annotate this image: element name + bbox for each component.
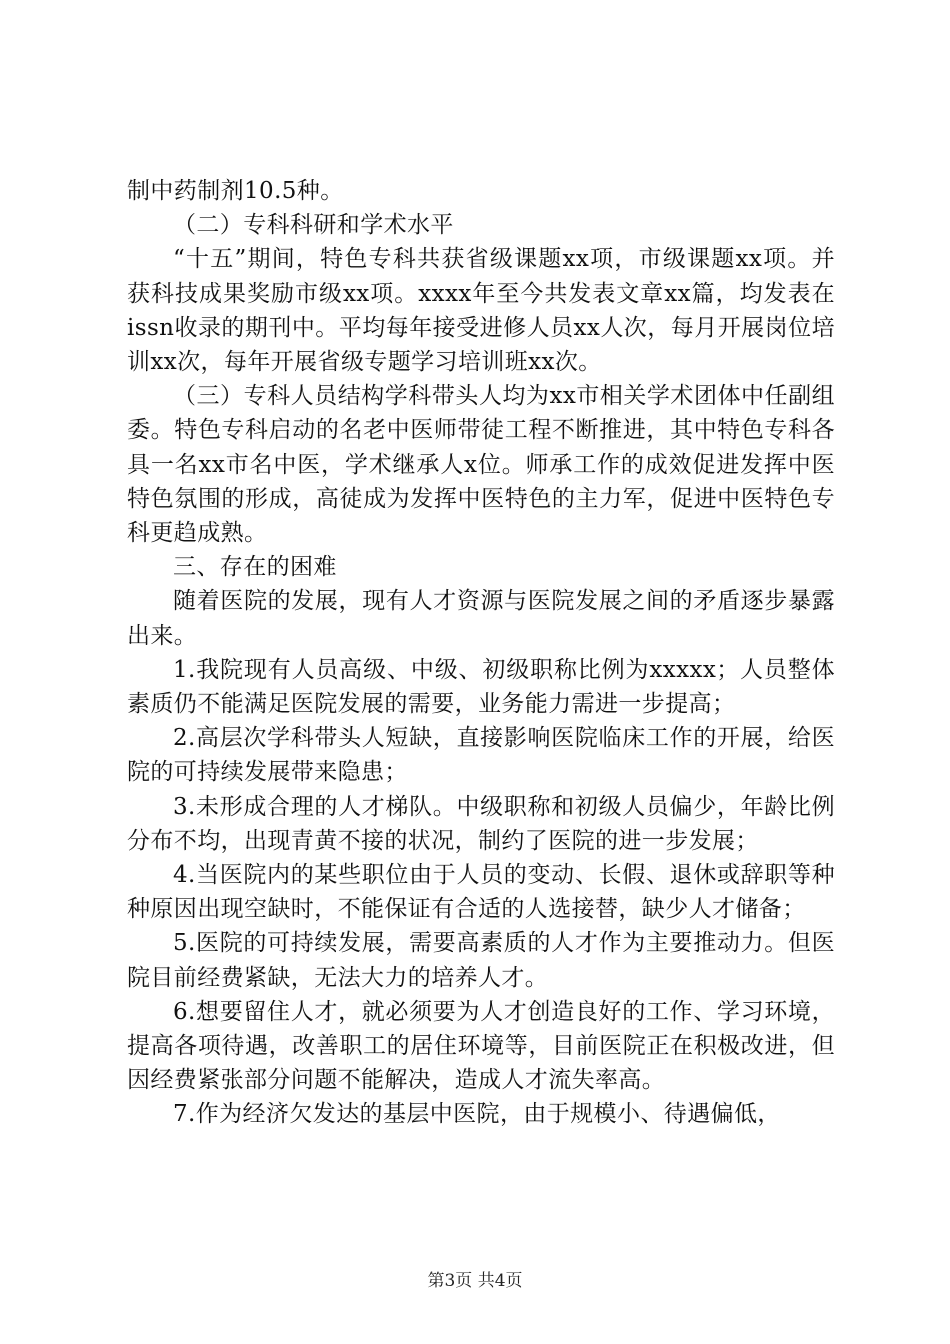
list-item-3: 3.未形成合理的人才梯队。中级职称和初级人员偏少，年龄比例分布不均，出现青黄不接的状况，制约了医院的进一步发展； — [127, 793, 835, 854]
list-item-1: 1.我院现有人员高级、中级、初级职称比例为xxxxx；人员整体素质仍不能满足医院发展的需要，业务能力需进一步提高； — [127, 656, 835, 718]
document-body — [127, 174, 835, 1132]
paragraph-research: “十五”期间，特色专科共获省级课题xx项，市级课题xx项。并获科技成果奖励市级xx项。xxxx年至今共发表文章xx篇，均发表在issn收录的期刊中。平均每年接受进修人员xx人次，每月开展岗位培训xx次，每年开展省级专题学习培训班xx次。 — [127, 246, 835, 376]
page-number-footer: 第3页 共4页 — [427, 1271, 523, 1291]
section-heading-difficulties: 三、存在的困难 — [173, 554, 337, 581]
section-heading-research: （二）专科科研和学术水平 — [173, 212, 454, 239]
list-item-4: 4.当医院内的某些职位由于人员的变动、长假、退休或辞职等种种原因出现空缺时，不能保证有合适的人选接替，缺少人才储备； — [127, 862, 835, 923]
list-item-5: 5.医院的可持续发展，需要高素质的人才作为主要推动力。但医院目前经费紧缺，无法大力的培养人才。 — [127, 930, 835, 991]
list-item-7: 7.作为经济欠发达的基层中医院，由于规模小、待遇偏低， — [173, 1101, 781, 1128]
list-item-2: 2.高层次学科带头人短缺，直接影响医院临床工作的开展，给医院的可持续发展带来隐患； — [127, 725, 835, 786]
paragraph-1: 制中药制剂10.5种。 — [127, 178, 344, 204]
paragraph-difficulties-intro: 随着医院的发展，现有人才资源与医院发展之间的矛盾逐步暴露出来。 — [127, 588, 835, 649]
paragraph-staff-structure: （三）专科人员结构学科带头人均为xx市相关学术团体中任副组委。特色专科启动的名老中医师带徒工程不断推进，其中特色专科各具一名xx市名中医，学术继承人x位。师承工作的成效促进发挥中医特色氛围的形成，高徒成为发挥中医特色的主力军，促进中医特色专科更趋成熟。 — [127, 383, 835, 547]
list-item-6: 6.想要留住人才，就必须要为人才创造良好的工作、学习环境，提高各项待遇，改善职工的居住环境等，目前医院正在积极改进，但因经费紧张部分问题不能解决，造成人才流失率高。 — [127, 998, 835, 1094]
